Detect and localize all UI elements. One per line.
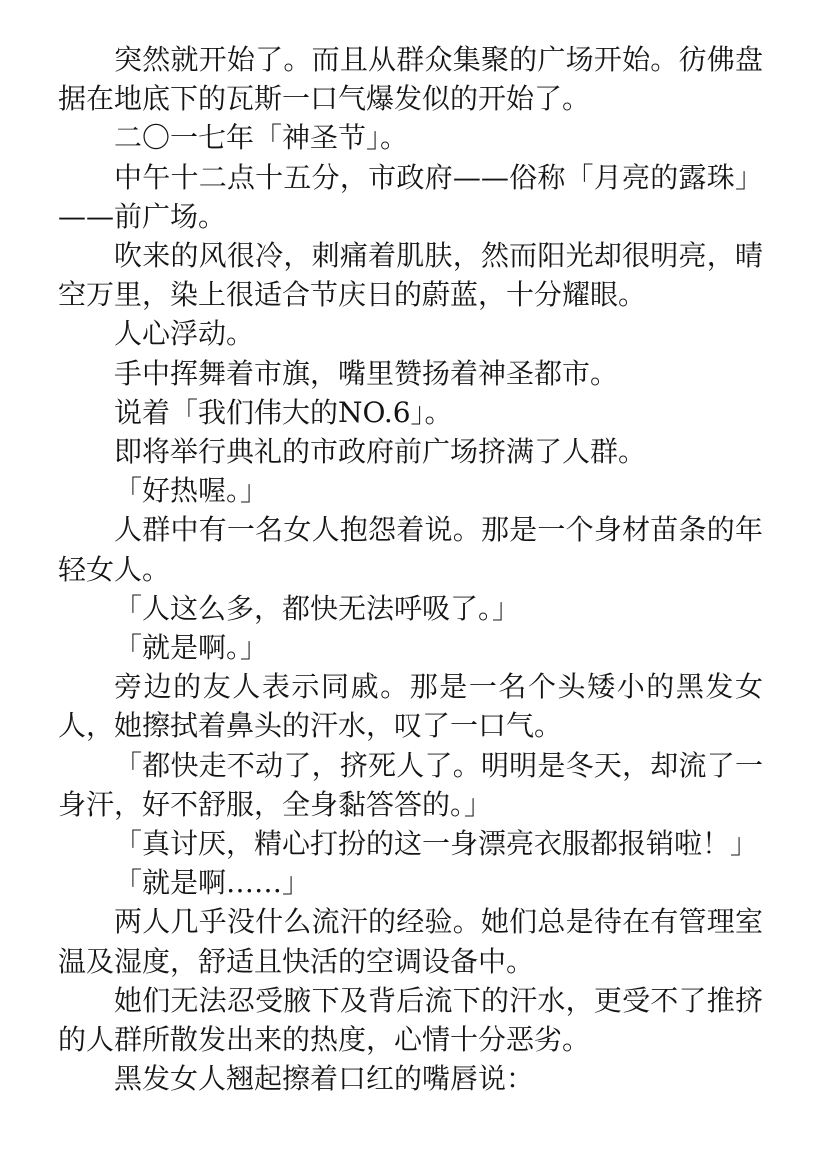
- paragraph: 中午十二点十五分，市政府——俗称「月亮的露珠」——前广场。: [58, 160, 763, 233]
- paragraph: 「都快走不动了，挤死人了。明明是冬天，却流了一身汗，好不舒服，全身黏答答的。」: [58, 748, 763, 821]
- paragraph: 黑发女人翘起擦着口红的嘴唇说：: [114, 1062, 535, 1096]
- paragraph: 两人几乎没什么流汗的经验。她们总是待在有管理室温及湿度，舒适且快活的空调设备中。: [58, 905, 763, 978]
- paragraph: 人群中有一名女人抱怨着说。那是一个身材苗条的年轻女人。: [58, 513, 763, 586]
- paragraph: 「好热喔。」: [114, 474, 269, 508]
- paragraph: 说着「我们伟大的NO.6」。: [114, 395, 453, 429]
- paragraph: 手中挥舞着市旗，嘴里赞扬着神圣都市。: [114, 356, 619, 390]
- paragraph: 二〇一七年「神圣节」。: [114, 121, 409, 155]
- paragraph: 旁边的友人表示同戚。那是一名个头矮小的黑发女人，她擦拭着鼻头的汗水，叹了一口气。: [58, 670, 763, 743]
- paragraph: 「就是啊……」: [114, 866, 311, 900]
- paragraph: 「就是啊。」: [114, 631, 269, 665]
- paragraph: 吹来的风很冷，刺痛着肌肤，然而阳光却很明亮，晴空万里，染上很适合节庆日的蔚蓝，十分耀眼。: [58, 239, 763, 312]
- paragraph: 即将举行典礼的市政府前广场挤满了人群。: [114, 435, 647, 469]
- paragraph: 突然就开始了。而且从群众集聚的广场开始。彷佛盘据在地底下的瓦斯一口气爆发似的开始了。: [58, 43, 763, 116]
- paragraph: 人心浮动。: [114, 317, 255, 351]
- paragraph: 「真讨厌，精心打扮的这一身漂亮衣服都报销啦！」: [114, 827, 759, 861]
- paragraph: 「人这么多，都快无法呼吸了。」: [114, 591, 521, 625]
- paragraph: 她们无法忍受腋下及背后流下的汗水，更受不了推挤的人群所散发出来的热度，心情十分恶劣。: [58, 983, 763, 1057]
- novel-page: [58, 40, 763, 1098]
